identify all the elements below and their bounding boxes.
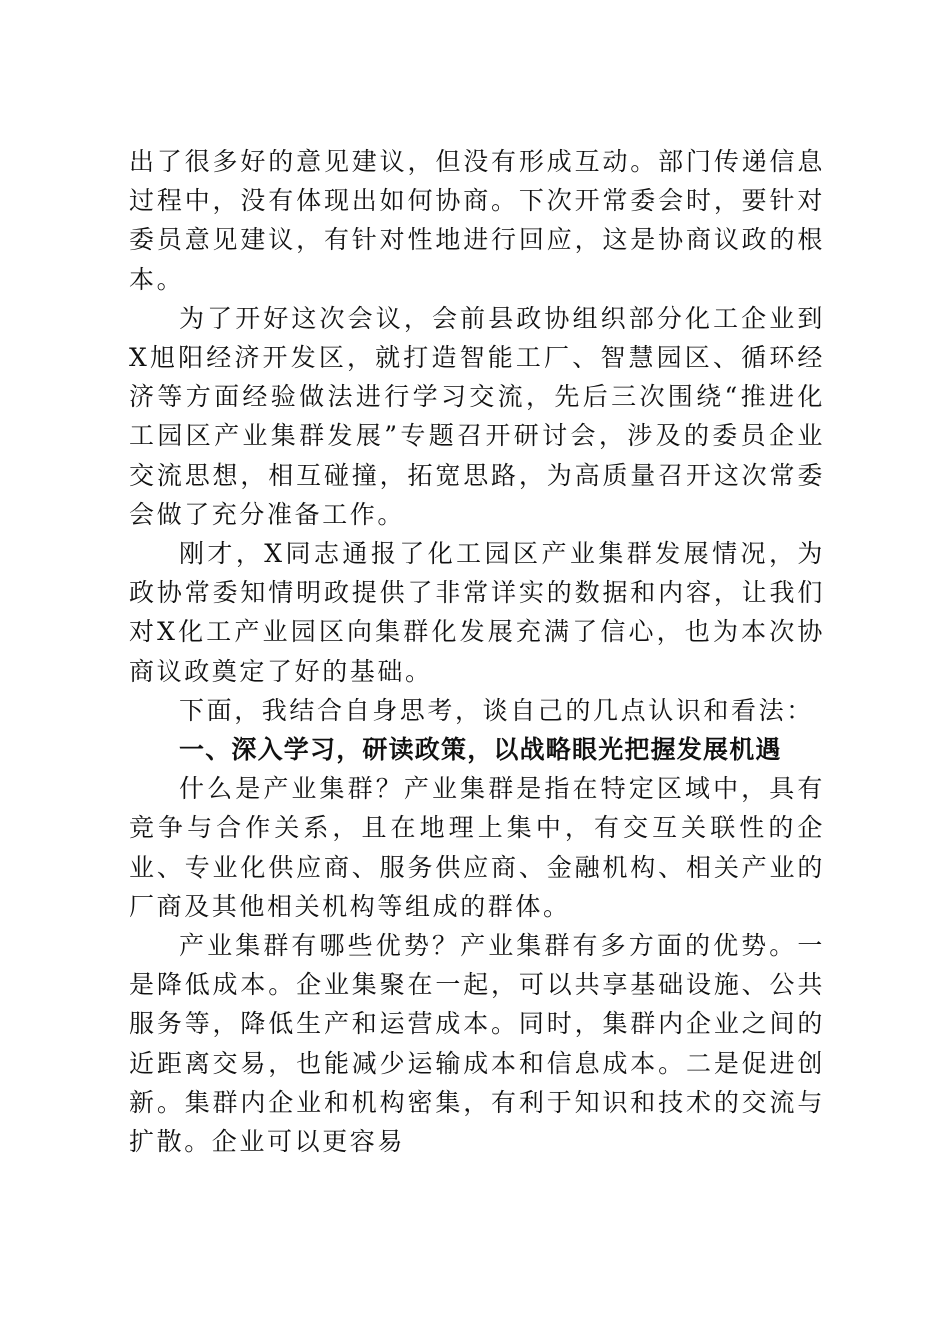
paragraph-meeting-preparation: 为了开好这次会议，会前县政协组织部分化工企业到X旭阳经济开发区，就打造智能工厂、智慧园区、循环经济等方面经验做法进行学习交流，先后三次围绕“推进化工园区产业集群发展”专题召开研讨会，涉及的委员企业交流思想，相互碰撞，拓宽思路，为高质量召开这次常委会做了充分准备工作。 (129, 303, 825, 529)
paragraph-continuation: 出了很多好的意见建议，但没有形成互动。部门传递信息过程中，没有体现出如何协商。下次开常委会时，要针对委员意见建议，有针对性地进行回应，这是协商议政的根本。 (129, 147, 825, 294)
paragraph-cluster-definition: 什么是产业集群？产业集群是指在特定区域中，具有竞争与合作关系，且在地理上集中，有交互关联性的企业、专业化供应商、服务供应商、金融机构、相关产业的厂商及其他相关机构等组成的群体。 (129, 774, 825, 921)
paragraph-intro-views: 下面，我结合自身思考，谈自己的几点认识和看法： (179, 695, 814, 725)
paragraph-briefing: 刚才，X同志通报了化工园区产业集群发展情况，为政协常委知情明政提供了非常详实的数据和内容，让我们对X化工产业园区向集群化发展充满了信心，也为本次协商议政奠定了好的基础。 (129, 539, 825, 686)
document-body (129, 142, 825, 1161)
section-heading-1: 一、深入学习，研读政策，以战略眼光把握发展机遇 (179, 735, 782, 765)
paragraph-cluster-advantages: 产业集群有哪些优势？产业集群有多方面的优势。一是降低成本。企业集聚在一起，可以共享基础设施、公共服务等，降低生产和运营成本。同时，集群内企业之间的近距离交易，也能减少运输成本和信息成本。二是促进创新。集群内企业和机构密集，有利于知识和技术的交流与扩散。企业可以更容易 (129, 931, 825, 1157)
